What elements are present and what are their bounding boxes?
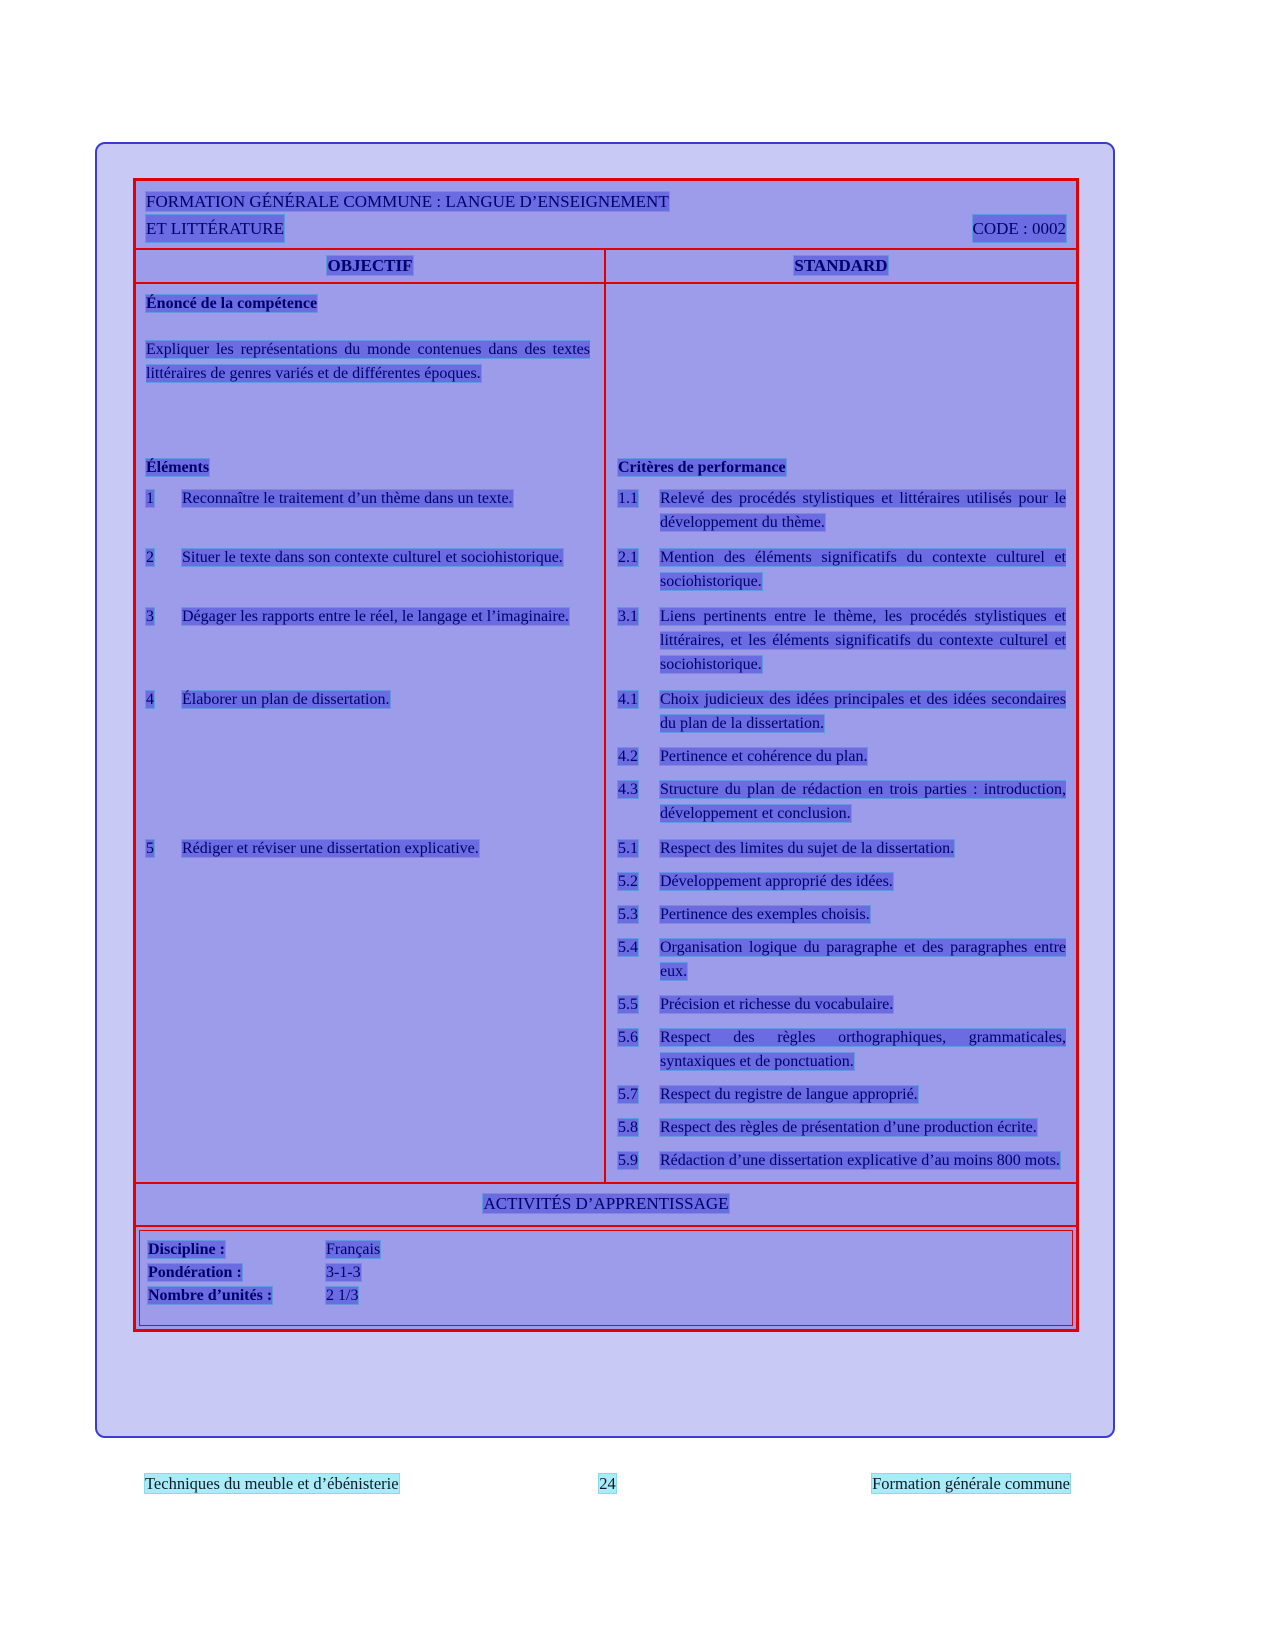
element-number-col	[146, 837, 182, 861]
criteria-number: 4.1	[618, 691, 638, 708]
footer-page-number: 24	[599, 1474, 616, 1493]
element-item	[146, 605, 590, 629]
title-line-1	[146, 188, 1066, 215]
page-footer	[145, 1474, 1070, 1494]
element-number-col	[146, 487, 182, 511]
criteria-number-col	[618, 1026, 660, 1074]
criteria-text-col	[660, 1116, 1066, 1140]
criteria-number-col	[618, 1116, 660, 1140]
criteria-number-col	[618, 745, 660, 769]
title-text-1: FORMATION GÉNÉRALE COMMUNE : LANGUE D’ENSEIGNEMENT	[146, 192, 669, 211]
element-number: 4	[146, 691, 154, 708]
criteria-text-col	[660, 778, 1066, 826]
criteria-text-col	[660, 605, 1066, 677]
criteria-text-col	[660, 903, 1066, 927]
criteres-heading-cell	[606, 452, 1076, 485]
criteria-number: 5.8	[618, 1119, 638, 1136]
element-number-col	[146, 688, 182, 712]
criteria-item	[618, 546, 1066, 594]
element-text: Dégager les rapports entre le réel, le langage et l’imaginaire.	[182, 608, 569, 625]
element-number: 1	[146, 490, 154, 507]
criteria-text: Relevé des procédés stylistiques et littéraires utilisés pour le développement du thème.	[660, 490, 1066, 531]
competency-row-3	[136, 603, 1076, 686]
enonce-heading-line	[146, 292, 590, 316]
enonce-paragraph	[146, 338, 590, 386]
criteria-text: Respect du registre de langue approprié.	[660, 1086, 918, 1103]
criteria-number-col	[618, 993, 660, 1017]
criteria-number-col	[618, 605, 660, 677]
criteria-item	[618, 605, 1066, 677]
criteria-number-col	[618, 1083, 660, 1107]
objectif-header: OBJECTIF	[327, 256, 413, 275]
criteria-cell-5	[606, 835, 1076, 1182]
criteria-item	[618, 870, 1066, 894]
criteria-item	[618, 1026, 1066, 1074]
objectif-header-cell	[136, 250, 606, 282]
footer-section-title: Formation générale commune	[872, 1474, 1070, 1493]
criteria-number-col	[618, 837, 660, 861]
criteria-text-col	[660, 1083, 1066, 1107]
detail-line-ponderation	[148, 1261, 1064, 1284]
criteria-item	[618, 903, 1066, 927]
detail-value-col	[326, 1284, 1064, 1307]
element-text-col	[182, 605, 590, 629]
criteria-item	[618, 1083, 1066, 1107]
criteria-text: Précision et richesse du vocabulaire.	[660, 996, 894, 1013]
enonce-row	[136, 284, 1076, 452]
course-details-box	[139, 1230, 1073, 1326]
column-headers	[136, 248, 1076, 284]
elements-heading-cell	[136, 452, 606, 485]
element-cell-3	[136, 603, 606, 686]
competency-row-2	[136, 544, 1076, 603]
competency-row-5	[136, 835, 1076, 1182]
title-line-2	[146, 215, 1066, 242]
element-item	[146, 546, 590, 570]
detail-value-col	[326, 1238, 1064, 1261]
element-text-col	[182, 837, 590, 861]
criteria-text-col	[660, 688, 1066, 736]
criteria-item	[618, 1149, 1066, 1173]
enonce-heading: Énoncé de la compétence	[146, 295, 318, 312]
competency-row-1	[136, 485, 1076, 544]
criteria-item	[618, 993, 1066, 1017]
element-number-col	[146, 546, 182, 570]
criteria-text-col	[660, 993, 1066, 1017]
criteria-number: 5.3	[618, 906, 638, 923]
criteria-number-col	[618, 688, 660, 736]
element-item	[146, 837, 590, 861]
criteria-text: Pertinence et cohérence du plan.	[660, 748, 868, 765]
element-cell-1	[136, 485, 606, 544]
criteria-number: 5.6	[618, 1029, 638, 1046]
unites-value: 2 1/3	[326, 1287, 359, 1304]
section-headings-row	[136, 452, 1076, 485]
unites-label: Nombre d’unités :	[148, 1287, 273, 1304]
criteria-text-col	[660, 546, 1066, 594]
footer-center-col	[599, 1474, 616, 1494]
criteria-text: Respect des règles de présentation d’une production écrite.	[660, 1119, 1037, 1136]
element-text: Élaborer un plan de dissertation.	[182, 691, 390, 708]
activities-banner	[136, 1182, 1076, 1227]
criteria-item	[618, 1116, 1066, 1140]
criteria-number: 5.7	[618, 1086, 638, 1103]
standard-header: STANDARD	[794, 256, 888, 275]
element-number: 5	[146, 840, 154, 857]
element-text-col	[182, 487, 590, 511]
competency-table	[133, 178, 1079, 1332]
standard-header-cell	[606, 250, 1076, 282]
criteria-number: 4.3	[618, 781, 638, 798]
detail-label-col	[148, 1238, 326, 1261]
criteria-text: Développement approprié des idées.	[660, 873, 893, 890]
criteria-cell-2	[606, 544, 1076, 603]
element-cell-2	[136, 544, 606, 603]
detail-label-col	[148, 1261, 326, 1284]
criteria-text: Respect des limites du sujet de la dissertation.	[660, 840, 955, 857]
element-item	[146, 487, 590, 511]
criteria-text-col	[660, 870, 1066, 894]
competency-row-4	[136, 686, 1076, 835]
criteria-number: 2.1	[618, 549, 638, 566]
criteria-item	[618, 745, 1066, 769]
element-number: 3	[146, 608, 154, 625]
element-text-col	[182, 688, 590, 712]
criteria-text: Choix judicieux des idées principales et des idées secondaires du plan de la dissertation.	[660, 691, 1066, 732]
criteria-item	[618, 688, 1066, 736]
criteria-number-col	[618, 778, 660, 826]
footer-right-col	[616, 1474, 1070, 1494]
element-text: Situer le texte dans son contexte culturel et sociohistorique.	[182, 549, 563, 566]
criteria-number-col	[618, 1149, 660, 1173]
criteria-number-col	[618, 903, 660, 927]
criteria-number-col	[618, 936, 660, 984]
discipline-value: Français	[326, 1241, 381, 1258]
title-text-2: ET LITTÉRATURE	[146, 215, 284, 242]
activities-title: ACTIVITÉS D’APPRENTISSAGE	[483, 1194, 729, 1213]
element-number-col	[146, 605, 182, 629]
ponderation-value: 3-1-3	[326, 1264, 361, 1281]
criteria-number: 3.1	[618, 608, 638, 625]
criteria-text: Pertinence des exemples choisis.	[660, 906, 870, 923]
criteria-text: Respect des règles orthographiques, grammaticales, syntaxiques et de ponctuation.	[660, 1029, 1066, 1070]
criteria-text-col	[660, 487, 1066, 535]
element-cell-4	[136, 686, 606, 835]
criteria-number: 5.1	[618, 840, 638, 857]
criteria-number-col	[618, 487, 660, 535]
element-text-col	[182, 546, 590, 570]
element-item	[146, 688, 590, 712]
footer-left-col	[145, 1474, 599, 1494]
criteria-cell-4	[606, 686, 1076, 835]
enonce-text: Expliquer les représentations du monde contenues dans des textes littéraires de genres variés et de différentes époques.	[146, 341, 590, 382]
criteria-text-col	[660, 745, 1066, 769]
code-label: CODE : 0002	[973, 215, 1067, 242]
criteria-text: Rédaction d’une dissertation explicative d’au moins 800 mots.	[660, 1152, 1060, 1169]
enonce-cell	[136, 284, 606, 452]
criteria-cell-1	[606, 485, 1076, 544]
criteria-number-col	[618, 870, 660, 894]
detail-line-unites	[148, 1284, 1064, 1307]
criteria-cell-3	[606, 603, 1076, 686]
criteria-text-col	[660, 936, 1066, 984]
detail-line-discipline	[148, 1238, 1064, 1261]
elements-heading: Éléments	[146, 459, 210, 476]
criteria-text-col	[660, 1149, 1066, 1173]
detail-label-col	[148, 1284, 326, 1307]
enonce-right-empty-cell	[606, 284, 1076, 452]
criteria-item	[618, 778, 1066, 826]
criteria-text: Structure du plan de rédaction en trois parties : introduction, développement et conclusion.	[660, 781, 1066, 822]
criteria-text-col	[660, 837, 1066, 861]
document-title-block	[136, 181, 1076, 248]
criteria-number: 1.1	[618, 490, 638, 507]
element-text: Reconnaître le traitement d’un thème dans un texte.	[182, 490, 513, 507]
document-page	[95, 142, 1115, 1438]
discipline-label: Discipline :	[148, 1241, 225, 1258]
criteria-number-col	[618, 546, 660, 594]
criteria-text-col	[660, 1026, 1066, 1074]
criteria-number: 5.9	[618, 1152, 638, 1169]
ponderation-label: Pondération :	[148, 1264, 242, 1281]
footer-program-title: Techniques du meuble et d’ébénisterie	[145, 1474, 399, 1493]
element-number: 2	[146, 549, 154, 566]
course-details-section	[136, 1227, 1076, 1329]
criteria-number: 5.5	[618, 996, 638, 1013]
criteria-text: Organisation logique du paragraphe et des paragraphes entre eux.	[660, 939, 1066, 980]
criteres-heading: Critères de performance	[618, 459, 786, 476]
criteria-item	[618, 487, 1066, 535]
detail-value-col	[326, 1261, 1064, 1284]
criteria-item	[618, 837, 1066, 861]
criteria-text: Mention des éléments significatifs du contexte culturel et sociohistorique.	[660, 549, 1066, 590]
criteria-number: 5.4	[618, 939, 638, 956]
criteria-text: Liens pertinents entre le thème, les procédés stylistiques et littéraires, et les éléments significatifs du contexte culturel et sociohistorique.	[660, 608, 1066, 673]
criteria-item	[618, 936, 1066, 984]
element-cell-5	[136, 835, 606, 1182]
criteria-number: 4.2	[618, 748, 638, 765]
element-text: Rédiger et réviser une dissertation explicative.	[182, 840, 479, 857]
criteria-number: 5.2	[618, 873, 638, 890]
